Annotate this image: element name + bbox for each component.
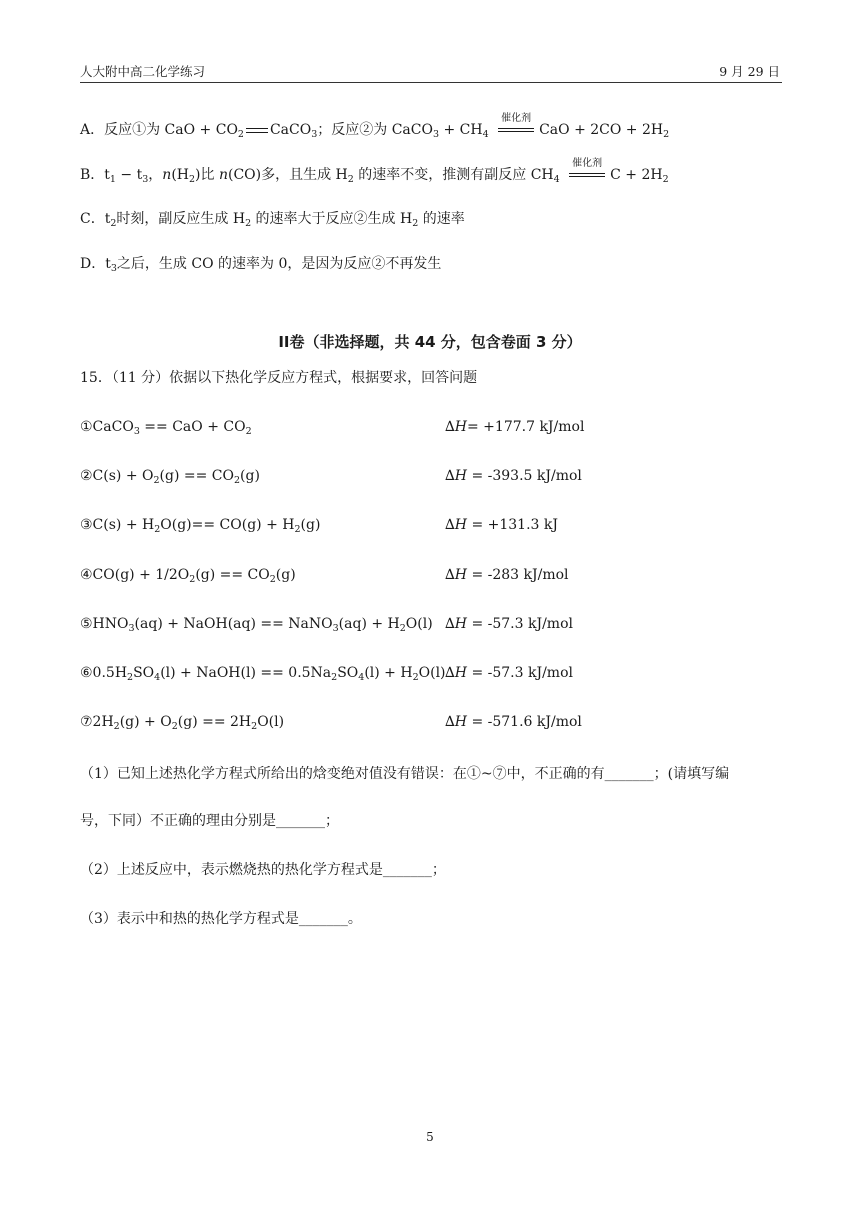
equation-4: ④CO(g) + $1/2O_2(g) == CO_2(g)$ [80,567,296,585]
option-b: B．$t_1 - t_3$，$n(H_2)$比 n(CO)多，且生成 $H_2$ 的速率不变，推测有副反应 $CH_4$ 催化剂 $C + 2H_2$ [80,158,669,185]
enthalpy-6: ∆H = -57.3 kJ/mol [445,665,573,681]
subquestion-1-line-2: 号，下同）不正确的理由分别是_______； [80,813,339,829]
catalyst-arrow: 催化剂 [566,168,608,182]
enthalpy-7: ∆H = -571.6 kJ/mol [445,714,582,730]
equation-3: ③C(s) + $H_2O(g)== CO(g) + H_2(g)$ [80,517,321,535]
enthalpy-2: ∆H = -393.5 kJ/mol [445,468,582,484]
option-a: A．反应①为 CaO + $CO_2$ CaCO$_3$；反应②为 CaCO$_3$ + $CH_4$ 催化剂 CaO + $2CO + 2H_2$ [80,113,670,140]
equation-5: $⑤HNO_3(aq)$ + NaOH(aq) == NaNO$_3$(aq) + $H_2O(l)$ [80,616,433,634]
catalyst-arrow: 催化剂 [495,123,537,137]
enthalpy-1: ∆H= +177.7 kJ/mol [445,419,585,435]
equation-2: ②C(s) + $O_2(g) == CO_2(g)$ [80,468,260,486]
question-intro: 15．（11 分）依据以下热化学反应方程式，根据要求，回答问题 [80,370,478,386]
page-header [80,63,782,81]
equation-6: $⑥0.5H_2SO_4(l)$ + NaOH(l) == $0.5Na_2SO_4(l) + H_2O(l)$ [80,665,446,683]
section-title: II卷（非选择题，共 44 分，包含卷面 3 分） [278,333,582,351]
subquestion-3: （3）表示中和热的热化学方程式是_______。 [80,911,362,927]
header-divider [80,82,782,83]
subquestion-1-line-1: （1）已知上述热化学方程式所给出的焓变绝对值没有错误：在①~⑦中，不正确的有_______；(请填写编 [80,766,730,782]
enthalpy-3: ∆H = +131.3 kJ [445,517,558,533]
page-number: 5 [426,1130,434,1144]
equals-sign [244,123,270,137]
option-d: D．$t_3$之后，生成 CO 的速率为 0，是因为反应②不再发生 [80,256,442,274]
header-title: 人大附中高二化学练习 [80,64,206,79]
option-c: C．$t_2$时刻，副反应生成 $H_2$ 的速率大于反应②生成 $H_2$ 的速率 [80,211,465,229]
enthalpy-4: ∆H = -283 kJ/mol [445,567,569,583]
enthalpy-5: ∆H = -57.3 kJ/mol [445,616,573,632]
header-date: 9 月 29 日 [719,64,780,79]
equation-7: $⑦2H_2(g) + O_2(g) == 2H_2O(l)$ [80,714,285,732]
subquestion-2: （2）上述反应中，表示燃烧热的热化学方程式是_______； [80,862,446,878]
equation-1: ①CaCO$_3$ == CaO + $CO_2$ [80,419,252,437]
